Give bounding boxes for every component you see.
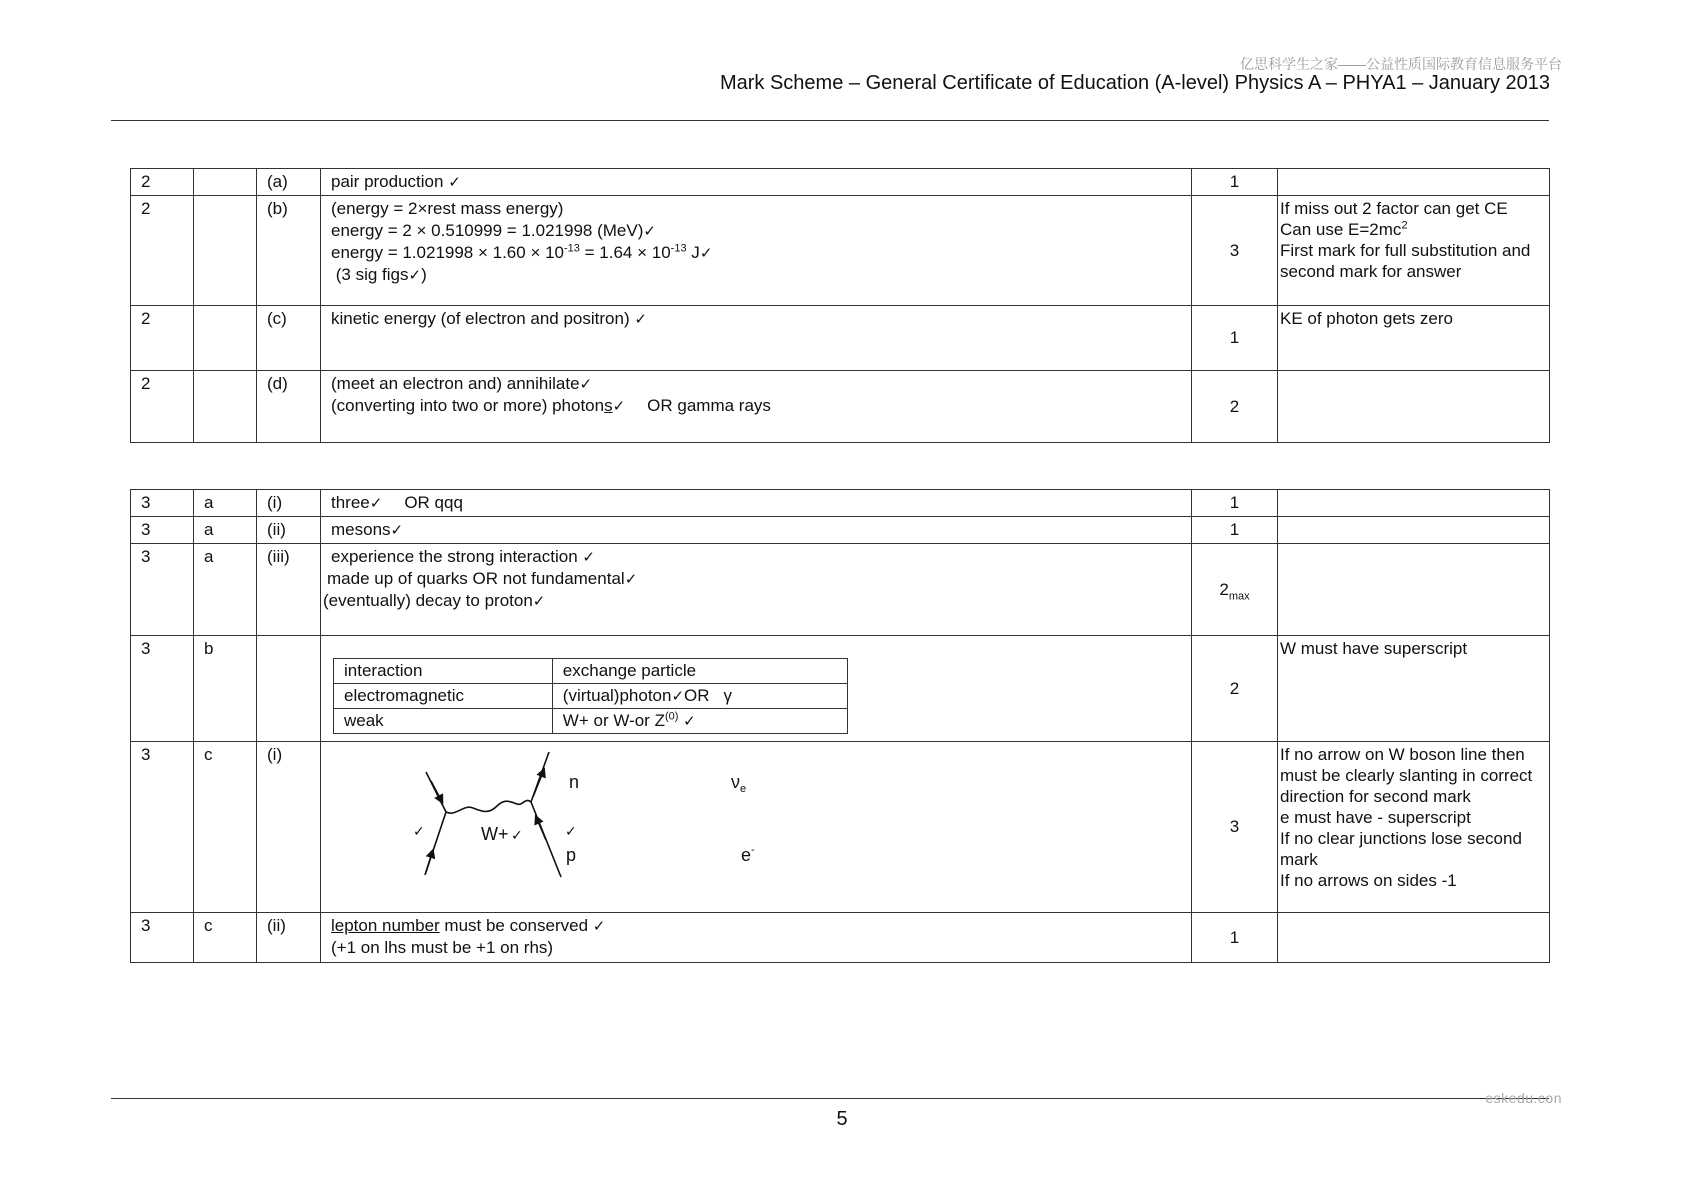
table-row (131, 517, 1550, 544)
label-proton: p (566, 845, 577, 865)
question-number: 3 (131, 544, 194, 636)
answer-cell (321, 169, 1192, 196)
answer-text: OR gamma rays (647, 396, 771, 415)
header-rule (111, 120, 1549, 121)
answer-cell (321, 913, 1192, 963)
marks-cell: 2 (1192, 636, 1278, 742)
tick-icon: ✓ (582, 548, 595, 566)
arrow-icon (533, 772, 543, 797)
guidance-line: mark (1280, 850, 1318, 869)
table-row (131, 913, 1550, 963)
table-row (334, 709, 848, 734)
sub-part (194, 169, 257, 196)
answer-line (331, 915, 1181, 937)
interaction-cell: weak (334, 709, 553, 734)
tick-icon: ✓ (683, 712, 696, 730)
answer-line (331, 242, 1181, 264)
answer-line (323, 568, 1181, 590)
question-number: 3 (131, 913, 194, 963)
answer-cell (321, 306, 1192, 371)
answer-line (331, 220, 1181, 242)
guidance-line: If no arrows on sides -1 (1280, 871, 1457, 890)
mark-value: 2 (1219, 579, 1229, 599)
guidance-line: e must have - superscript (1280, 808, 1471, 827)
sub-part: a (194, 517, 257, 544)
table-row (131, 306, 1550, 371)
answer-cell (321, 371, 1192, 443)
answer-line (323, 590, 1181, 612)
guidance-cell (1278, 742, 1550, 913)
feynman-diagram (321, 742, 1191, 907)
particle-text: (virtual)photon (562, 686, 672, 705)
marks-cell: 1 (1192, 490, 1278, 517)
table-row (131, 371, 1550, 443)
nu-subscript: e (740, 783, 747, 795)
marks-cell: 2 (1192, 371, 1278, 443)
guidance-cell (1278, 490, 1550, 517)
feynman-diagram-svg (321, 742, 1192, 907)
marks-cell: 3 (1192, 742, 1278, 913)
header-cell: interaction (334, 659, 553, 684)
exchange-particle-table (333, 658, 848, 734)
gamma-symbol: γ (723, 686, 733, 705)
sub-part (194, 196, 257, 306)
sub-part: a (194, 544, 257, 636)
footer-rule (111, 1098, 1549, 1099)
watermark-text-top: 亿思科学生之家——公益性质国际教育信息服务平台 (1240, 56, 1562, 72)
answer-text: OR qqq (404, 493, 463, 512)
table-row (131, 742, 1550, 913)
part-label: (i) (257, 490, 321, 517)
table-row (131, 636, 1550, 742)
answer-cell (321, 742, 1192, 913)
exponent: -13 (670, 242, 687, 255)
underlined-text: lepton number (331, 916, 440, 935)
guidance-line (1280, 219, 1547, 240)
guidance-cell (1278, 544, 1550, 636)
table-row (131, 544, 1550, 636)
guidance-line: If no arrow on W boson line then (1280, 745, 1525, 764)
question-number: 3 (131, 490, 194, 517)
part-label: (b) (257, 196, 321, 306)
table-row (334, 659, 848, 684)
table-row (131, 490, 1550, 517)
interaction-cell: electromagnetic (334, 684, 553, 709)
answer-text: J (686, 243, 700, 262)
part-label: (c) (257, 306, 321, 371)
sub-part: c (194, 742, 257, 913)
tick-icon: ✓ (643, 222, 656, 240)
watermark-text-bottom: eskedu.con (1485, 1090, 1562, 1106)
guidance-line: must be clearly slanting in correct (1280, 766, 1533, 785)
answer-text: experience the strong interaction (331, 547, 578, 566)
w-boson-line (446, 800, 531, 813)
guidance-cell (1278, 169, 1550, 196)
marks-cell: 1 (1192, 306, 1278, 371)
arrow-icon (431, 781, 441, 800)
particle-cell (552, 684, 847, 709)
answer-cell (321, 517, 1192, 544)
answer-text: mesons (331, 520, 391, 539)
guidance-line: If miss out 2 factor can get CE (1280, 199, 1508, 218)
superscript: (0) (664, 710, 679, 723)
answer-text: (meet an electron and) annihilate (331, 374, 580, 393)
tick-icon: ✓ (634, 310, 647, 328)
guidance-cell (1278, 913, 1550, 963)
sub-part: a (194, 490, 257, 517)
answer-line (331, 373, 1181, 395)
answer-text: energy = 1.021998 × 1.60 × 10 (331, 243, 565, 262)
answer-cell (321, 490, 1192, 517)
mark-subscript: max (1228, 589, 1250, 602)
answer-text: pair production (331, 172, 444, 191)
tick-icon: ✓ (532, 592, 546, 610)
label-neutron: n (569, 772, 580, 792)
tick-icon: ✓ (671, 687, 685, 705)
table-row (334, 684, 848, 709)
tick-icon: ✓ (612, 397, 626, 415)
guidance-cell (1278, 517, 1550, 544)
question-number: 2 (131, 169, 194, 196)
part-label: (a) (257, 169, 321, 196)
tick-icon: ✓ (413, 824, 425, 840)
answer-text: three (331, 493, 370, 512)
arrow-icon (425, 853, 432, 875)
answer-text: = 1.64 × 10 (579, 243, 671, 262)
question-number: 2 (131, 306, 194, 371)
sub-part: b (194, 636, 257, 742)
exponent: -13 (564, 242, 580, 255)
part-label (257, 636, 321, 742)
answer-line (331, 395, 1181, 417)
answer-text: (converting into two or more) photon (331, 396, 605, 415)
tick-icon: ✓ (511, 828, 523, 844)
guidance-cell (1278, 371, 1550, 443)
e-symbol: e (741, 845, 752, 865)
table-row (131, 169, 1550, 196)
tick-icon: ✓ (699, 244, 713, 262)
answer-line (331, 264, 1181, 286)
tick-icon: ✓ (448, 173, 461, 191)
answer-text: energy = 2 × 0.510999 = 1.021998 (MeV) (331, 221, 644, 240)
tick-icon: ✓ (565, 824, 577, 840)
sub-part (194, 371, 257, 443)
marks-cell (1192, 544, 1278, 636)
answer-line: (+1 on lhs must be +1 on rhs) (331, 938, 554, 957)
answer-text: must be conserved (439, 916, 589, 935)
part-label: (ii) (257, 517, 321, 544)
marks-cell: 1 (1192, 517, 1278, 544)
answer-cell (321, 636, 1192, 742)
mark-scheme-table-q2 (130, 168, 1550, 443)
answer-text: (eventually) decay to proton (323, 591, 533, 610)
guidance-cell: KE of photon gets zero (1278, 306, 1550, 371)
label-neutrino (731, 772, 746, 795)
answer-text: kinetic energy (of electron and positron) (331, 309, 630, 328)
header-cell: exchange particle (552, 659, 847, 684)
question-number: 2 (131, 196, 194, 306)
tick-icon: ✓ (624, 570, 638, 588)
mark-scheme-table-q3 (130, 489, 1550, 963)
guidance-cell: W must have superscript (1278, 636, 1550, 742)
tick-icon: ✓ (408, 266, 422, 284)
sub-part (194, 306, 257, 371)
particle-cell (552, 709, 847, 734)
part-label: (ii) (257, 913, 321, 963)
answer-text: made up of quarks OR not fundamental (327, 569, 625, 588)
guidance-text: Can use E=2mc (1280, 220, 1402, 239)
label-electron (741, 844, 755, 865)
answer-cell (321, 196, 1192, 306)
sub-part: c (194, 913, 257, 963)
guidance-line: First mark for full substitution and (1280, 241, 1531, 260)
guidance-cell (1278, 196, 1550, 306)
marks-cell: 1 (1192, 913, 1278, 963)
tick-icon: ✓ (390, 521, 404, 539)
question-number: 2 (131, 371, 194, 443)
tick-icon: ✓ (592, 917, 606, 935)
tick-icon: ✓ (579, 375, 593, 393)
nu-symbol: ν (731, 772, 740, 792)
label-w-boson: W+ (481, 824, 509, 844)
particle-text: OR (684, 686, 710, 705)
answer-text: (3 sig figs (335, 265, 409, 284)
guidance-line: direction for second mark (1280, 787, 1471, 806)
answer-line (323, 546, 1181, 568)
part-label: (iii) (257, 544, 321, 636)
underlined-text: s (604, 396, 613, 415)
exponent: 2 (1401, 219, 1408, 232)
answer-line: (energy = 2×rest mass energy) (331, 199, 564, 218)
part-label: (i) (257, 742, 321, 913)
answer-cell (321, 544, 1192, 636)
question-number: 3 (131, 742, 194, 913)
e-superscript: - (751, 844, 755, 856)
part-label: (d) (257, 371, 321, 443)
particle-text: W+ or W-or Z (562, 711, 665, 730)
marks-cell: 1 (1192, 169, 1278, 196)
page-header-title: Mark Scheme – General Certificate of Education (A-level) Physics A – PHYA1 – January 2013 (719, 72, 1550, 94)
question-number: 3 (131, 517, 194, 544)
marks-cell: 3 (1192, 196, 1278, 306)
question-number: 3 (131, 636, 194, 742)
answer-text: ) (421, 265, 427, 284)
guidance-line: If no clear junctions lose second (1280, 829, 1522, 848)
arrow-icon (537, 819, 546, 840)
tick-icon: ✓ (369, 494, 383, 512)
table-row (131, 196, 1550, 306)
page-number: 5 (836, 1108, 848, 1130)
guidance-line: second mark for answer (1280, 262, 1462, 281)
